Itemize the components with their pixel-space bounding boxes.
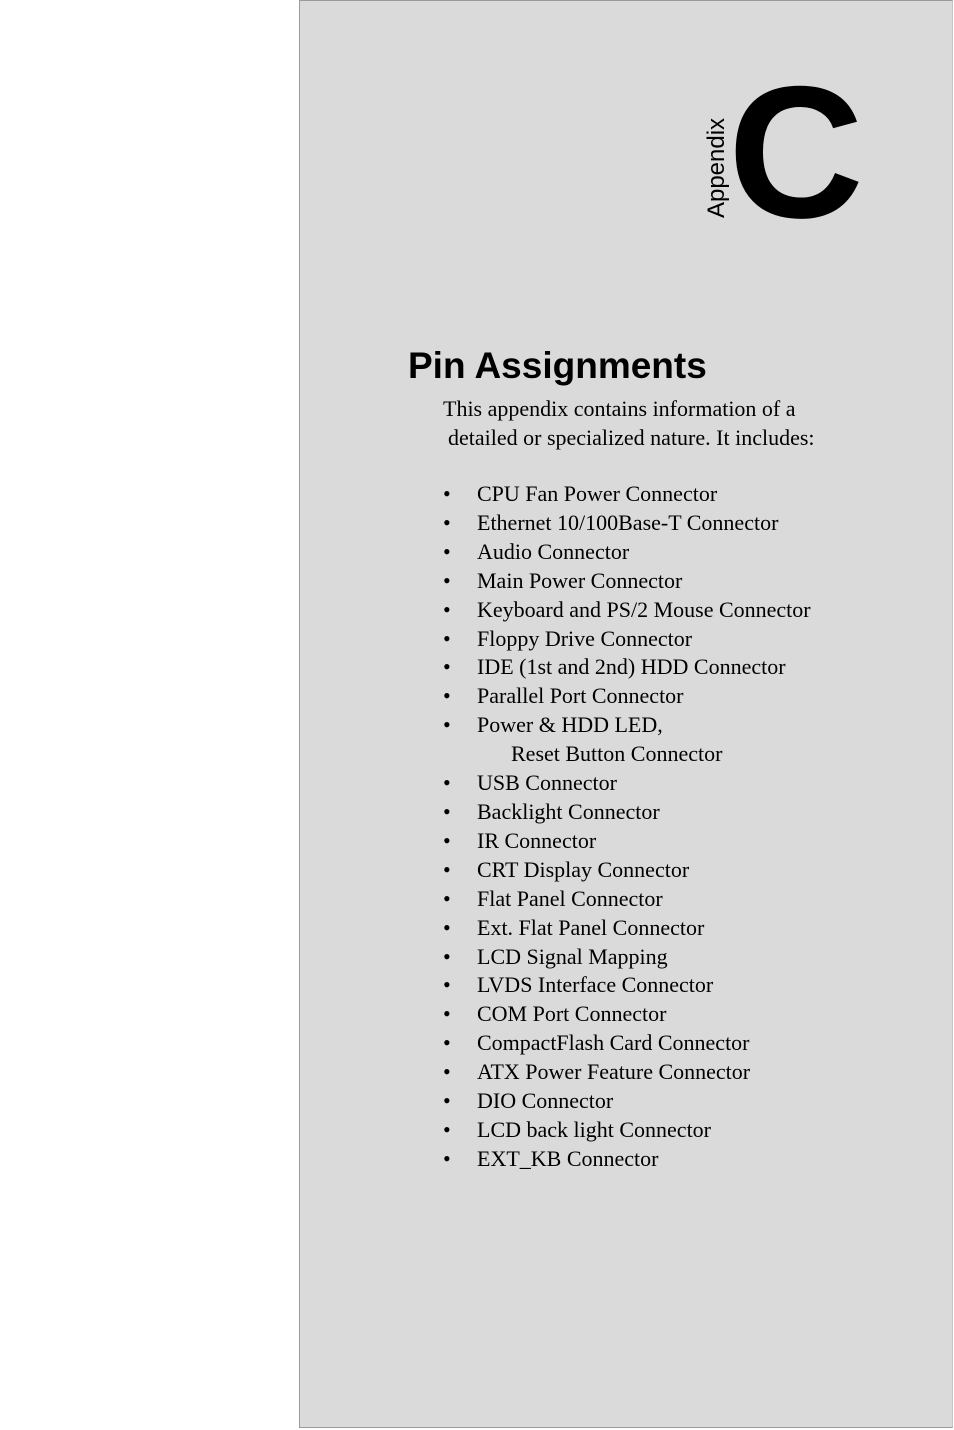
list-item [443, 1116, 811, 1145]
bullet-icon: • [443, 712, 451, 738]
bullet-icon: • [443, 567, 451, 593]
bullet-icon: • [443, 596, 451, 622]
list-item [443, 885, 811, 914]
list-item-text: Keyboard and PS/2 Mouse Connector [477, 596, 811, 622]
bullet-icon: • [443, 943, 451, 969]
list-item [443, 711, 811, 769]
page-title: Pin Assignments [408, 345, 707, 386]
bullet-icon: • [443, 625, 451, 651]
list-item [443, 567, 811, 596]
list-item [443, 1029, 811, 1058]
list-item-text: Ext. Flat Panel Connector [477, 914, 705, 940]
list-item-text: USB Connector [477, 770, 617, 796]
bullet-icon: • [443, 798, 451, 824]
list-item [443, 509, 811, 538]
list-item [443, 798, 811, 827]
intro-paragraph [443, 394, 815, 452]
list-item [443, 856, 811, 885]
bullet-icon: • [443, 1116, 451, 1142]
list-item-text: Parallel Port Connector [477, 683, 684, 709]
list-item [443, 971, 811, 1000]
bullet-icon: • [443, 827, 451, 853]
bullet-icon: • [443, 972, 451, 998]
list-item [443, 682, 811, 711]
list-item [443, 914, 811, 943]
bullet-icon: • [443, 1088, 451, 1114]
list-item-text: CPU Fan Power Connector [477, 481, 718, 506]
list-item [443, 769, 811, 798]
list-item-text: LCD back light Connector [477, 1116, 712, 1142]
list-item-continuation: Reset Button Connector [511, 741, 723, 767]
list-item-text: Main Power Connector [477, 567, 683, 593]
bullet-icon: • [443, 538, 451, 564]
list-item-text: LCD Signal Mapping [477, 943, 668, 969]
list-item-text: Audio Connector [477, 538, 630, 564]
list-item [443, 653, 811, 682]
list-item-text: CRT Display Connector [477, 856, 690, 882]
list-item [443, 625, 811, 654]
intro-line-2: detailed or specialized nature. It includes: [448, 425, 815, 450]
bullet-icon: • [443, 1001, 451, 1027]
list-item-text: IR Connector [477, 827, 597, 853]
list-item [443, 943, 811, 972]
bullet-icon: • [443, 683, 451, 709]
list-item [443, 1145, 811, 1174]
bullet-icon: • [443, 481, 451, 506]
list-item-text: LVDS Interface Connector [477, 972, 714, 998]
list-item [443, 538, 811, 567]
bullet-icon: • [443, 770, 451, 796]
bullet-icon: • [443, 856, 451, 882]
bullet-icon: • [443, 509, 451, 535]
list-item-text: Floppy Drive Connector [477, 625, 693, 651]
list-item-text: CompactFlash Card Connector [477, 1030, 750, 1056]
list-item-text: Ethernet 10/100Base-T Connector [477, 509, 779, 535]
list-item [443, 1087, 811, 1116]
list-item-text: IDE (1st and 2nd) HDD Connector [477, 654, 786, 680]
bullet-icon: • [443, 1030, 451, 1056]
appendix-word: Appendix [703, 117, 731, 219]
intro-line-1: This appendix contains information of a [443, 396, 796, 421]
list-item-text: Backlight Connector [477, 798, 660, 824]
bullet-icon: • [443, 1059, 451, 1085]
appendix-letter: C [728, 47, 864, 257]
list-item [443, 1058, 811, 1087]
bullet-icon: • [443, 914, 451, 940]
contents-list [443, 480, 811, 1174]
list-item [443, 1000, 811, 1029]
bullet-icon: • [443, 1145, 451, 1171]
bullet-icon: • [443, 885, 451, 911]
list-item [443, 596, 811, 625]
list-item-text: COM Port Connector [477, 1001, 667, 1027]
list-item-text: Flat Panel Connector [477, 885, 663, 911]
list-item-text: ATX Power Feature Connector [477, 1059, 751, 1085]
list-item [443, 827, 811, 856]
list-item-text: EXT_KB Connector [477, 1145, 659, 1171]
list-item-text: DIO Connector [477, 1088, 614, 1114]
bullet-icon: • [443, 654, 451, 680]
list-item-text: Power & HDD LED, [477, 712, 663, 738]
list-item [443, 480, 811, 509]
